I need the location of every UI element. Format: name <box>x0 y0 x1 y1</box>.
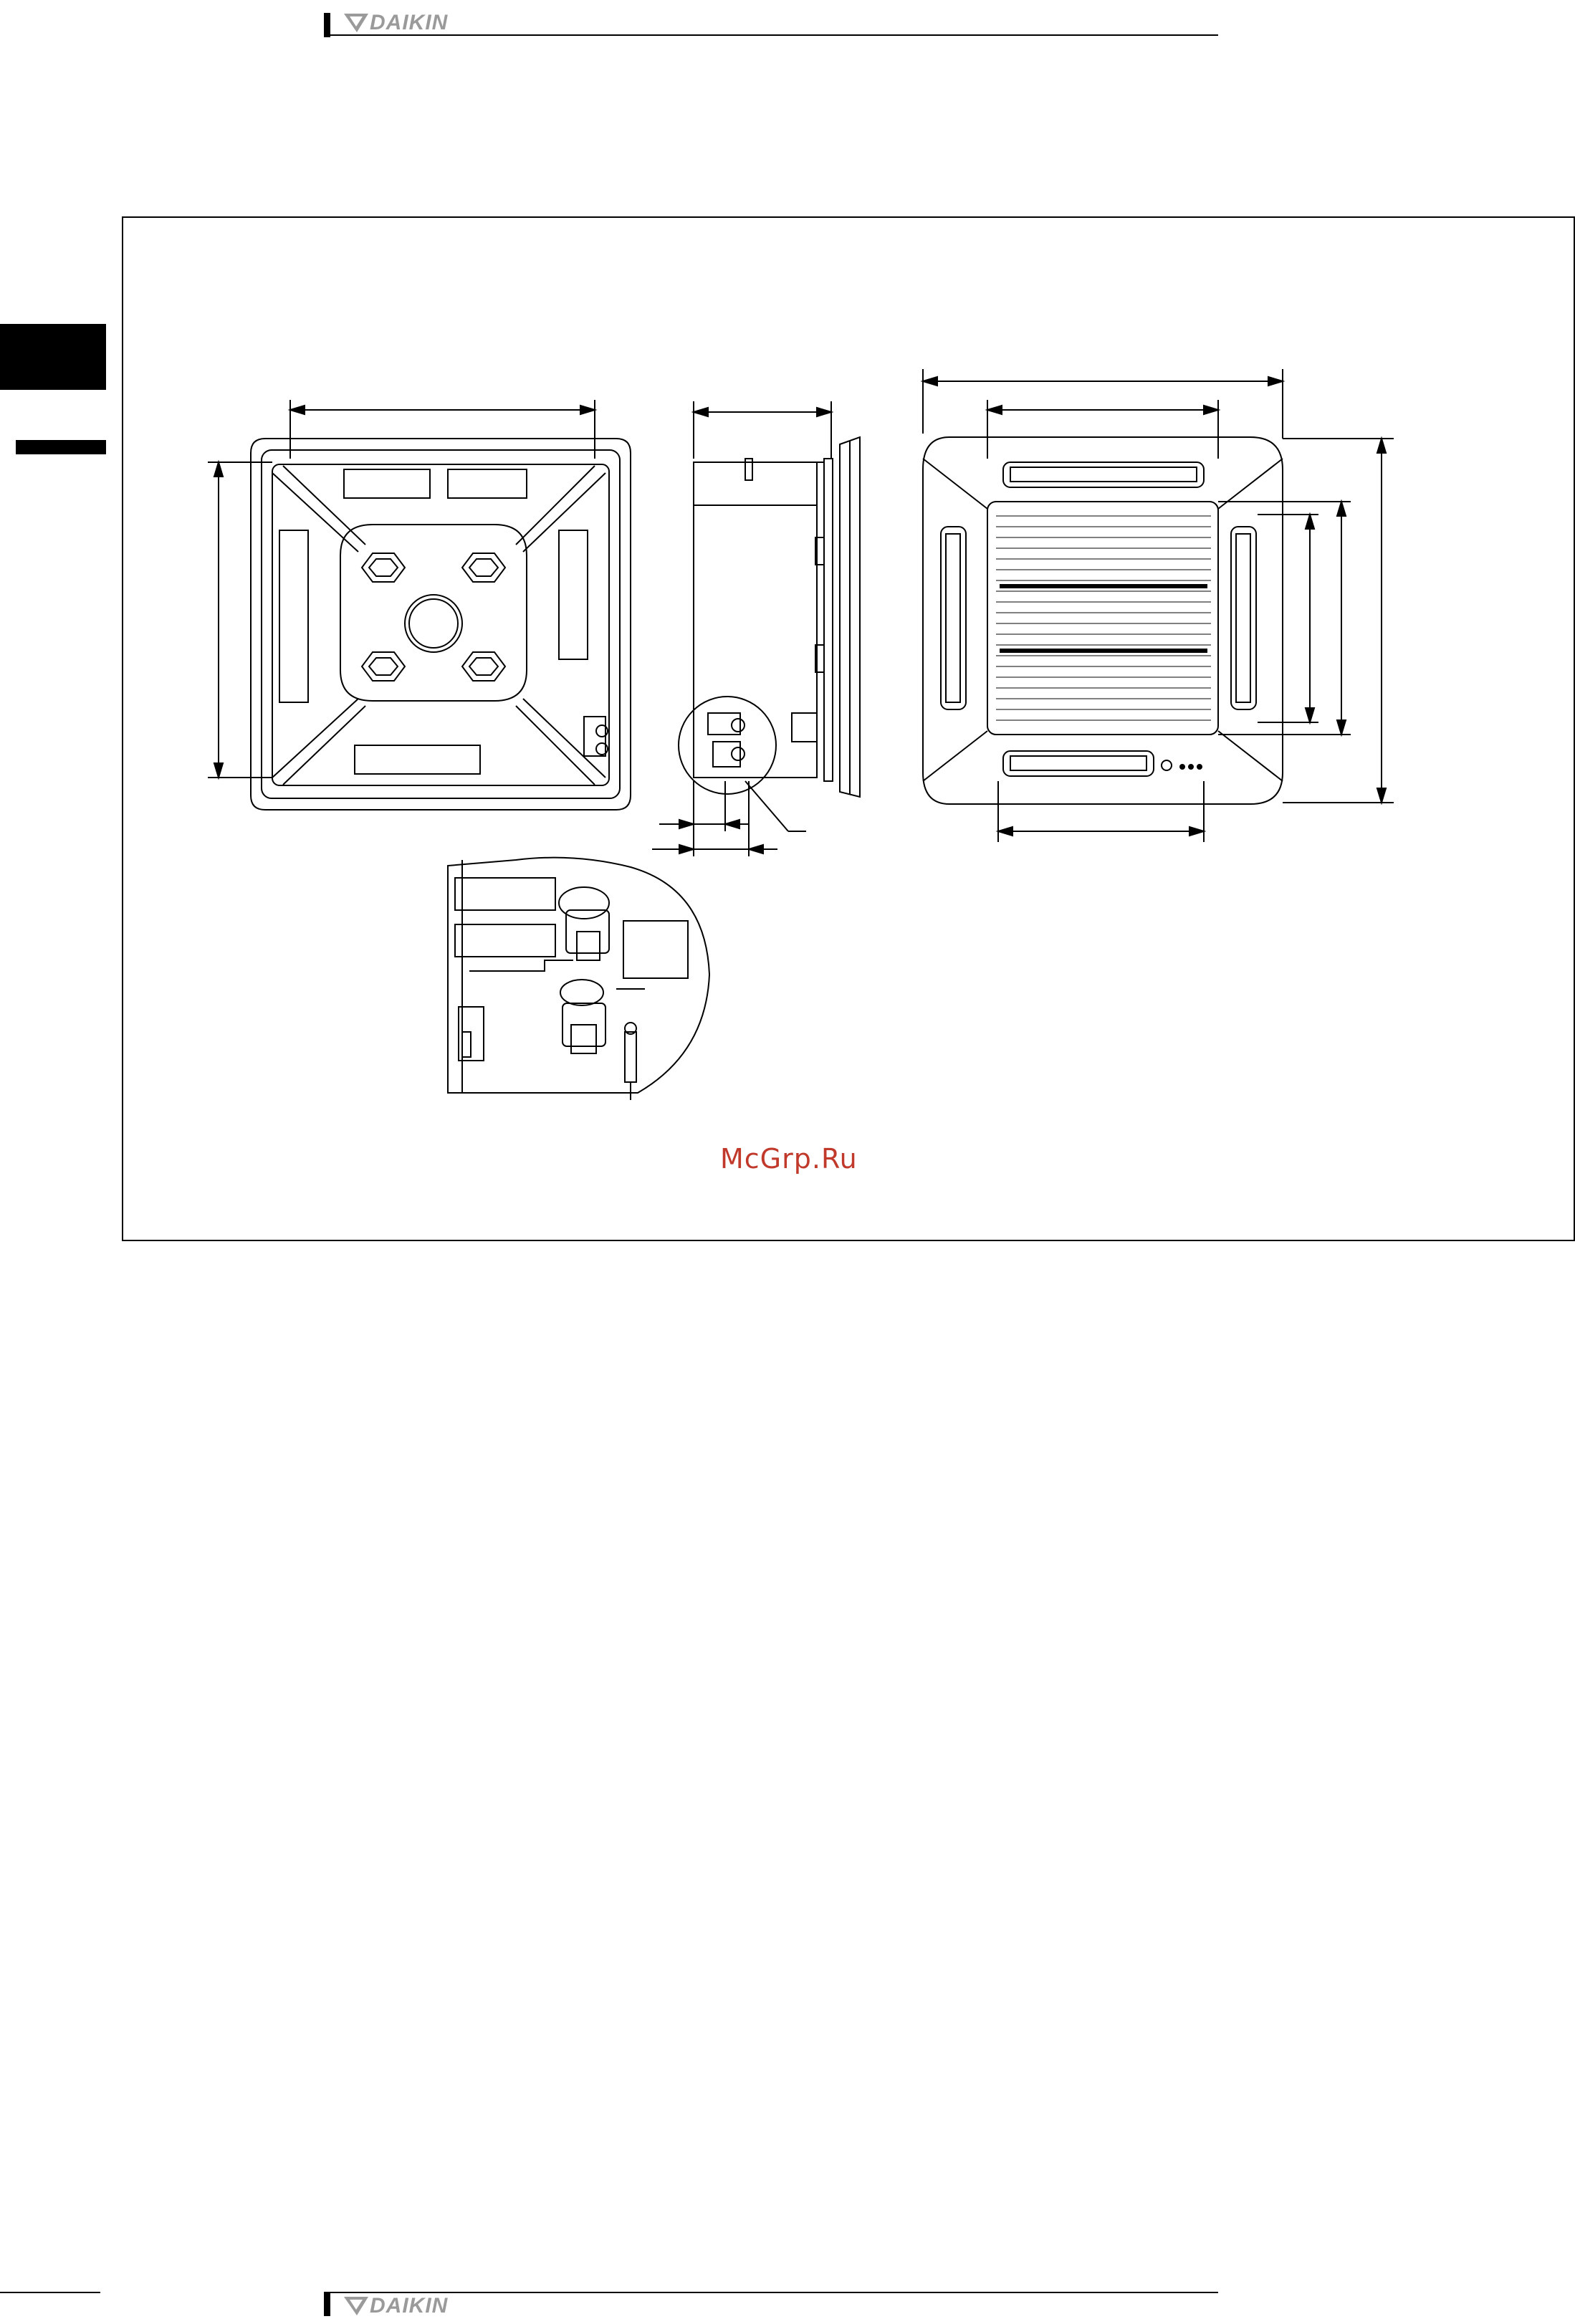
daikin-logo-icon <box>343 2295 370 2317</box>
footer-brand: DAIKIN <box>370 2294 449 2318</box>
footer-logo <box>343 2293 448 2319</box>
footer-left-rule <box>0 2292 100 2293</box>
watermark-text: McGrp.Ru <box>720 1143 858 1175</box>
footer-logo-bar <box>324 2292 330 2316</box>
top-view <box>208 400 631 810</box>
side-view <box>652 401 860 856</box>
panel-view <box>923 369 1394 842</box>
pipe-detail-view <box>448 858 709 1100</box>
grille-lines <box>996 516 1211 720</box>
footer-rule <box>324 2292 1218 2293</box>
header-brand: DAIKIN <box>370 11 449 34</box>
